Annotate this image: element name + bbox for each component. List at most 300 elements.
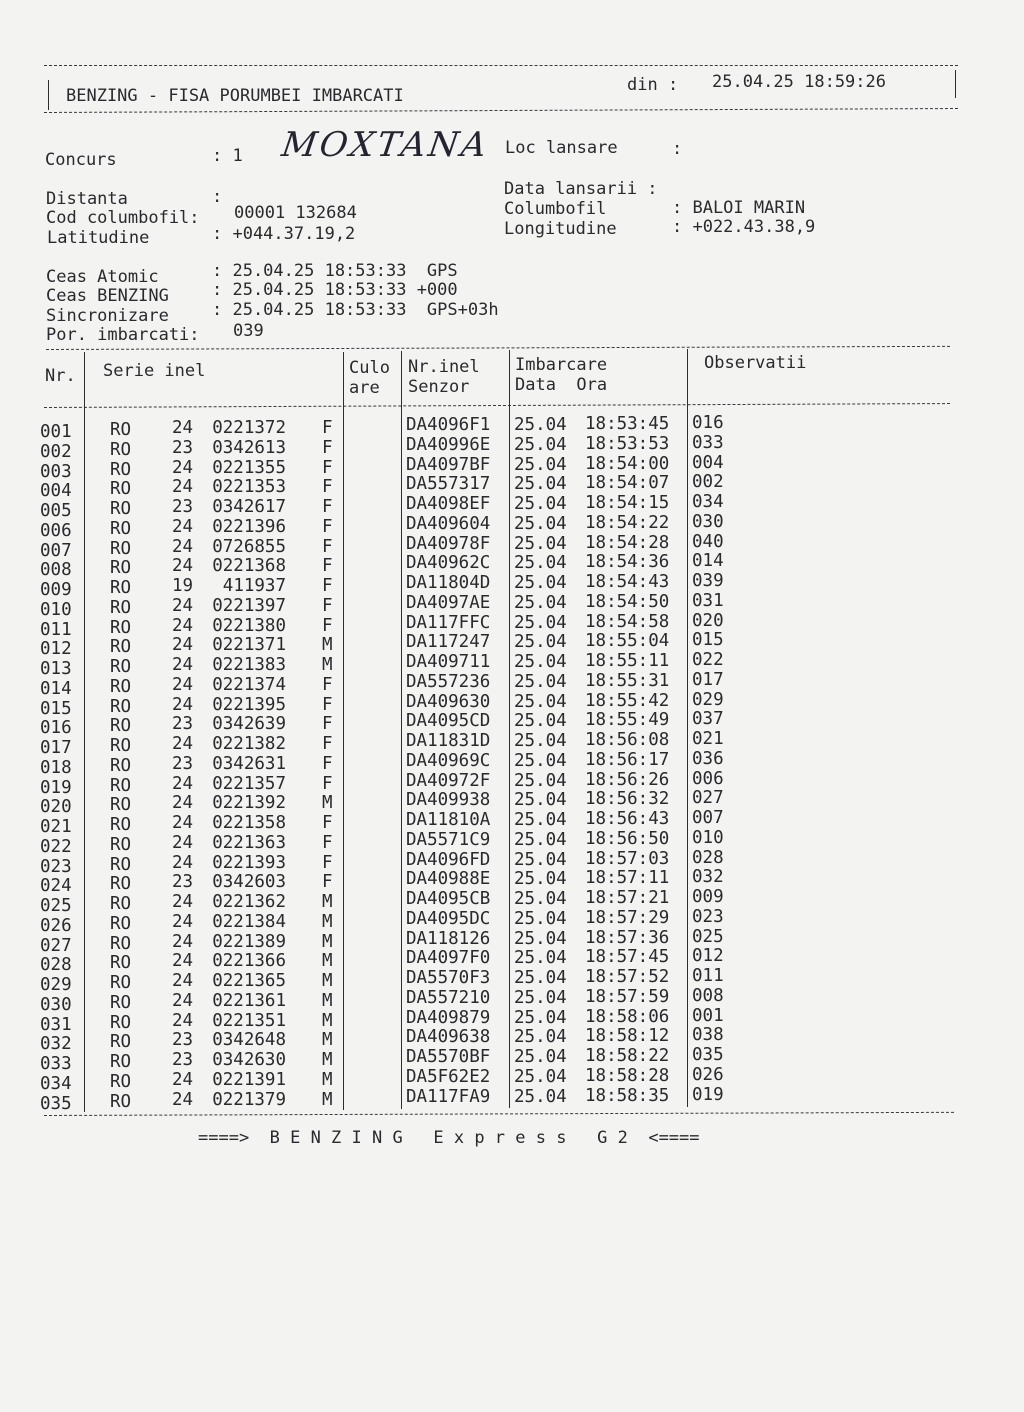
cell-obs: 030	[692, 511, 724, 532]
cell-sensor: DA4095CD	[406, 711, 491, 732]
cell-sex: F	[322, 457, 333, 478]
cell-sex: F	[322, 872, 333, 893]
cell-nr: 034	[40, 1073, 72, 1094]
cell-ring: 0221383	[212, 655, 286, 675]
ceas-atomic-value: : 25.04.25 18:53:33 GPS	[212, 261, 458, 281]
cell-nr: 010	[40, 599, 72, 620]
sincronizare-label: Sincronizare	[46, 306, 169, 326]
cell-sensor: DA557317	[406, 474, 491, 495]
cell-nr: 022	[40, 836, 72, 857]
cell-obs: 008	[692, 985, 724, 1006]
cell-year: 24	[172, 971, 194, 991]
header-bottom-border	[44, 108, 958, 113]
cell-nr: 035	[40, 1093, 72, 1114]
cell-country: RO	[110, 973, 132, 993]
columbofil-label: Columbofil	[504, 199, 607, 219]
cell-date: 25.04	[514, 711, 567, 732]
cell-sensor: DA409630	[406, 691, 491, 712]
cell-obs: 029	[692, 689, 724, 710]
cell-ring: 0221384	[212, 911, 286, 932]
cell-year: 24	[172, 911, 194, 932]
cell-sex: M	[322, 911, 333, 932]
cell-sensor: DA4097F0	[406, 948, 491, 969]
cell-year: 24	[172, 734, 194, 754]
header-top-border	[44, 65, 958, 66]
cell-nr: 011	[40, 619, 72, 640]
cell-country: RO	[110, 755, 132, 776]
cell-sex: F	[322, 813, 333, 833]
cell-sex: F	[322, 832, 333, 853]
cell-ring: 0342630	[212, 1050, 286, 1070]
cell-nr: 004	[40, 481, 72, 502]
cell-country: RO	[110, 558, 132, 579]
cell-date: 25.04	[514, 533, 567, 554]
cell-obs: 021	[692, 729, 724, 749]
cell-date: 25.04	[514, 731, 567, 751]
cell-ring: 0342648	[212, 1030, 286, 1051]
cell-obs: 033	[692, 432, 724, 453]
cell-nr: 031	[40, 1014, 72, 1035]
cell-ring: 0221374	[212, 674, 286, 695]
cell-nr: 001	[40, 422, 72, 442]
cell-date: 25.04	[514, 454, 567, 475]
cell-obs: 007	[692, 808, 724, 828]
col-bar-1	[84, 352, 85, 1112]
cell-sex: M	[322, 655, 333, 675]
cell-time: 18:54:50	[585, 591, 670, 612]
cell-time: 18:53:53	[585, 433, 670, 454]
cell-date: 25.04	[514, 908, 567, 929]
cell-ring: 0221368	[212, 556, 286, 577]
cell-obs: 035	[692, 1045, 724, 1065]
cell-time: 18:57:21	[585, 888, 670, 908]
cell-nr: 029	[40, 975, 72, 995]
cell-date: 25.04	[514, 869, 567, 890]
cell-year: 23	[172, 714, 194, 735]
col-header-serie: Serie inel	[103, 361, 206, 381]
cell-time: 18:57:52	[585, 967, 670, 987]
cell-sensor: DA40969C	[406, 750, 491, 771]
cell-sex: M	[322, 1030, 333, 1051]
cell-sensor: DA4097BF	[406, 454, 491, 475]
cell-date: 25.04	[514, 1047, 567, 1067]
cell-ring: 0221379	[212, 1089, 286, 1110]
cell-country: RO	[110, 617, 132, 638]
cell-date: 25.04	[514, 948, 567, 969]
cell-country: RO	[110, 439, 132, 460]
cell-nr: 017	[40, 738, 72, 758]
cell-year: 24	[172, 951, 194, 972]
cell-date: 25.04	[514, 513, 567, 534]
cell-ring: 0221396	[212, 516, 286, 537]
cell-sex: F	[322, 418, 333, 438]
cell-sensor: DA557210	[406, 987, 491, 1008]
cell-obs: 012	[692, 946, 724, 967]
cell-ring: 0342603	[212, 872, 286, 893]
cell-obs: 027	[692, 788, 724, 809]
cell-sex: F	[322, 674, 333, 695]
cell-obs: 032	[692, 867, 724, 888]
cell-time: 18:58:35	[585, 1085, 670, 1106]
cell-sensor: DA118126	[406, 928, 491, 949]
cell-time: 18:56:50	[585, 828, 670, 849]
cell-sensor: DA11810A	[406, 810, 491, 830]
cell-ring: 0221391	[212, 1069, 286, 1090]
cell-ring: 0221358	[212, 813, 286, 833]
cell-year: 24	[172, 793, 194, 814]
cell-sensor: DA40962C	[406, 553, 491, 574]
cell-country: RO	[110, 637, 132, 658]
cell-time: 18:56:17	[585, 749, 670, 770]
col-bar-4	[509, 350, 510, 1108]
cell-country: RO	[110, 1012, 132, 1033]
concurs-value: : 1	[212, 146, 243, 166]
cell-time: 18:57:36	[585, 927, 670, 948]
loc-lansare-label: Loc lansare	[505, 138, 618, 158]
cell-time: 18:54:07	[585, 473, 670, 494]
cell-ring: 0221397	[212, 595, 286, 616]
cell-sensor: DA557236	[406, 671, 491, 692]
cell-time: 18:57:29	[585, 907, 670, 928]
cell-sex: F	[322, 694, 333, 715]
cell-sensor: DA5570BF	[406, 1047, 491, 1067]
cell-obs: 039	[692, 571, 724, 591]
cell-time: 18:53:45	[585, 414, 670, 434]
cell-ring: 0221361	[212, 990, 286, 1011]
col-bar-2	[343, 352, 344, 1110]
cell-time: 18:54:36	[585, 552, 670, 573]
por-imbarcati-value: 039	[233, 321, 264, 341]
cell-nr: 018	[40, 757, 72, 778]
cell-sex: F	[322, 615, 333, 636]
cell-sensor: DA40972F	[406, 770, 491, 791]
cell-year: 19	[172, 576, 194, 596]
cell-date: 25.04	[514, 1007, 567, 1028]
por-imbarcati-label: Por. imbarcati:	[46, 325, 200, 345]
distanta-sep: :	[212, 187, 223, 207]
col-header-imbarcare-2: Data Ora	[515, 375, 608, 395]
cell-obs: 014	[692, 551, 724, 572]
din-value: 25.04.25 18:59:26	[712, 72, 886, 92]
cell-sex: F	[322, 714, 333, 735]
cell-time: 18:58:06	[585, 1006, 670, 1027]
cell-time: 18:56:08	[585, 730, 670, 750]
cell-country: RO	[110, 894, 132, 914]
cell-time: 18:58:28	[585, 1065, 670, 1086]
cell-obs: 036	[692, 748, 724, 769]
cell-sex: F	[322, 536, 333, 557]
cell-sex: F	[322, 516, 333, 537]
cell-sex: M	[322, 1010, 333, 1031]
cell-time: 18:54:22	[585, 512, 670, 533]
cell-obs: 034	[692, 492, 724, 512]
header-left-bar	[48, 80, 49, 110]
cell-country: RO	[110, 479, 132, 500]
cell-time: 18:57:03	[585, 848, 670, 869]
cell-date: 25.04	[514, 849, 567, 870]
cell-country: RO	[110, 676, 132, 697]
cell-obs: 026	[692, 1064, 724, 1085]
cell-year: 24	[172, 1069, 194, 1090]
cell-country: RO	[110, 716, 132, 737]
cell-nr: 013	[40, 659, 72, 679]
cell-country: RO	[110, 538, 132, 559]
cell-country: RO	[110, 459, 132, 480]
cell-year: 23	[172, 437, 194, 458]
cell-date: 25.04	[514, 573, 567, 593]
cell-ring: 0221351	[212, 1010, 286, 1031]
cell-sensor: DA409711	[406, 652, 491, 672]
cell-nr: 028	[40, 955, 72, 976]
cell-year: 24	[172, 1089, 194, 1110]
cell-ring: 0221357	[212, 773, 286, 794]
cell-sex: M	[322, 951, 333, 972]
cell-sensor: DA117FFC	[406, 612, 491, 633]
cell-year: 24	[172, 457, 194, 478]
cell-ring: 0221395	[212, 694, 286, 715]
cell-sensor: DA11804D	[406, 573, 491, 593]
cod-columbofil-label: Cod columbofil:	[46, 208, 200, 228]
cell-country: RO	[110, 874, 132, 895]
cell-year: 24	[172, 635, 194, 656]
cell-sensor: DA409638	[406, 1027, 491, 1048]
cell-nr: 033	[40, 1054, 72, 1074]
cell-ring: 0221389	[212, 931, 286, 952]
cell-nr: 009	[40, 580, 72, 600]
cell-ring: 0342617	[212, 497, 286, 517]
cell-year: 24	[172, 418, 194, 438]
cell-year: 24	[172, 556, 194, 577]
cell-nr: 030	[40, 994, 72, 1015]
header-right-bar	[955, 70, 956, 98]
cell-nr: 032	[40, 1034, 72, 1055]
cell-country: RO	[110, 499, 132, 519]
cell-country: RO	[110, 420, 132, 440]
cell-time: 18:55:04	[585, 631, 670, 652]
cell-time: 18:54:43	[585, 572, 670, 592]
cell-sensor: DA117FA9	[406, 1086, 491, 1107]
cell-obs: 015	[692, 630, 724, 651]
cell-obs: 019	[692, 1084, 724, 1105]
cell-sensor: DA11831D	[406, 731, 491, 751]
cell-obs: 020	[692, 610, 724, 631]
table-header-separator	[44, 403, 950, 408]
ceas-atomic-label: Ceas Atomic	[46, 267, 159, 287]
cell-date: 25.04	[514, 632, 567, 653]
cell-sex: F	[322, 437, 333, 458]
cell-time: 18:55:31	[585, 670, 670, 691]
col-header-nrinel-2: Senzor	[408, 377, 470, 397]
cell-date: 25.04	[514, 553, 567, 574]
cell-time: 18:56:32	[585, 789, 670, 810]
cell-year: 24	[172, 931, 194, 952]
cell-nr: 016	[40, 718, 72, 739]
cell-sensor: DA5570F3	[406, 968, 491, 988]
longitudine-value: : +022.43.38,9	[672, 217, 816, 237]
cell-obs: 037	[692, 709, 724, 730]
cell-sensor: DA5F62E2	[406, 1066, 491, 1087]
cell-date: 25.04	[514, 691, 567, 712]
cell-sex: F	[322, 576, 333, 596]
cell-year: 23	[172, 1050, 194, 1070]
cell-date: 25.04	[514, 829, 567, 850]
cell-sex: F	[322, 773, 333, 794]
cell-ring: 0726855	[212, 536, 286, 557]
cell-sex: F	[322, 852, 333, 873]
col-bar-5	[687, 349, 688, 1107]
cell-date: 25.04	[514, 474, 567, 495]
cell-sensor: DA409879	[406, 1007, 491, 1028]
cell-ring: 0342613	[212, 437, 286, 458]
cell-time: 18:57:59	[585, 986, 670, 1007]
cell-ring: 0221362	[212, 892, 286, 912]
cell-date: 25.04	[514, 968, 567, 988]
cell-country: RO	[110, 578, 132, 598]
cell-time: 18:58:12	[585, 1026, 670, 1047]
cell-year: 24	[172, 773, 194, 794]
cell-year: 24	[172, 595, 194, 616]
cell-sex: M	[322, 971, 333, 991]
cell-nr: 026	[40, 915, 72, 936]
cell-date: 25.04	[514, 1066, 567, 1087]
cell-year: 24	[172, 536, 194, 557]
cell-ring: 0342631	[212, 753, 286, 774]
cell-ring: 0221382	[212, 734, 286, 754]
cell-ring: 0221393	[212, 852, 286, 873]
cell-obs: 040	[692, 531, 724, 552]
cell-sex: F	[322, 556, 333, 577]
cell-obs: 001	[692, 1005, 724, 1026]
cell-year: 24	[172, 674, 194, 695]
cell-time: 18:54:28	[585, 532, 670, 553]
cell-year: 23	[172, 872, 194, 893]
concurs-handwritten-name: MOXTANA	[279, 125, 492, 165]
sincronizare-value: : 25.04.25 18:53:33 GPS+03h	[212, 300, 499, 320]
cell-sensor: DA4096F1	[406, 415, 491, 435]
table-bottom-border	[44, 1112, 954, 1116]
cell-obs: 010	[692, 827, 724, 848]
cell-sensor: DA40978F	[406, 533, 491, 554]
ceas-benzing-value: : 25.04.25 18:53:33 +000	[212, 280, 458, 300]
cell-year: 24	[172, 516, 194, 537]
cell-year: 24	[172, 1010, 194, 1031]
cell-nr: 024	[40, 876, 72, 897]
cell-ring: 0221365	[212, 971, 286, 991]
cell-country: RO	[110, 736, 132, 756]
cell-date: 25.04	[514, 770, 567, 791]
cell-sensor: DA409604	[406, 513, 491, 534]
cell-date: 25.04	[514, 652, 567, 672]
cell-nr: 003	[40, 461, 72, 482]
cell-date: 25.04	[514, 987, 567, 1008]
cell-ring: 0221380	[212, 615, 286, 636]
ceas-benzing-label: Ceas BENZING	[46, 286, 169, 306]
cell-date: 25.04	[514, 790, 567, 811]
din-label: din :	[627, 75, 679, 95]
cell-country: RO	[110, 518, 132, 539]
cell-time: 18:58:22	[585, 1046, 670, 1066]
cell-sex: F	[322, 595, 333, 616]
cell-obs: 016	[692, 413, 724, 433]
concurs-label: Concurs	[45, 150, 117, 170]
cell-country: RO	[110, 1091, 132, 1112]
col-header-nrinel-1: Nr.inel	[408, 357, 480, 377]
cell-ring: 0221372	[212, 418, 286, 438]
cell-sensor: DA409938	[406, 790, 491, 811]
cell-nr: 027	[40, 935, 72, 956]
cell-nr: 002	[40, 441, 72, 462]
latitudine-value: : +044.37.19,2	[212, 224, 356, 244]
cell-time: 18:55:42	[585, 690, 670, 711]
cell-date: 25.04	[514, 750, 567, 771]
cell-sensor: DA5571C9	[406, 829, 491, 850]
cell-sex: M	[322, 793, 333, 814]
document-title: BENZING - FISA PORUMBEI IMBARCATI	[66, 86, 404, 106]
cell-year: 24	[172, 477, 194, 498]
cell-sex: F	[322, 734, 333, 754]
cell-ring: 0221363	[212, 832, 286, 853]
col-header-nr: Nr.	[45, 366, 76, 386]
col-header-culoare-2: are	[349, 378, 380, 398]
col-bar-3	[401, 351, 402, 1109]
cell-year: 24	[172, 832, 194, 853]
cell-time: 18:57:11	[585, 868, 670, 889]
cell-year: 24	[172, 655, 194, 675]
cell-nr: 008	[40, 560, 72, 581]
cell-country: RO	[110, 913, 132, 934]
cell-nr: 021	[40, 817, 72, 837]
cell-country: RO	[110, 597, 132, 618]
cell-country: RO	[110, 775, 132, 796]
cell-year: 24	[172, 852, 194, 873]
cell-obs: 028	[692, 847, 724, 868]
cell-obs: 006	[692, 768, 724, 789]
cell-date: 25.04	[514, 612, 567, 633]
cell-obs: 031	[692, 590, 724, 611]
cell-time: 18:55:11	[585, 651, 670, 671]
footer-benzing-express: ====> B E N Z I N G E x p r e s s G 2 <====	[198, 1128, 700, 1148]
cell-obs: 023	[692, 906, 724, 927]
cell-obs: 004	[692, 452, 724, 473]
cell-country: RO	[110, 933, 132, 954]
cell-nr: 012	[40, 639, 72, 660]
cell-country: RO	[110, 815, 132, 835]
cell-sex: M	[322, 892, 333, 912]
cell-nr: 006	[40, 520, 72, 541]
cell-country: RO	[110, 1052, 132, 1072]
distanta-label: Distanta	[46, 189, 128, 209]
col-header-observatii: Observatii	[704, 353, 807, 373]
cell-country: RO	[110, 657, 132, 677]
cell-sex: M	[322, 1069, 333, 1090]
cell-time: 18:54:15	[585, 493, 670, 513]
cell-obs: 011	[692, 966, 724, 986]
cell-year: 24	[172, 892, 194, 912]
cell-nr: 019	[40, 777, 72, 798]
col-header-imbarcare-1: Imbarcare	[515, 355, 608, 375]
cell-country: RO	[110, 854, 132, 875]
cell-time: 18:56:43	[585, 809, 670, 829]
cell-time: 18:54:58	[585, 611, 670, 632]
cell-nr: 025	[40, 896, 72, 916]
cell-date: 25.04	[514, 592, 567, 613]
cod-columbofil-value: 00001 132684	[234, 203, 357, 223]
cell-year: 23	[172, 1030, 194, 1051]
cell-sex: M	[322, 990, 333, 1011]
cell-country: RO	[110, 696, 132, 717]
cell-sensor: DA4095CB	[406, 889, 491, 909]
cell-sensor: DA40996E	[406, 434, 491, 455]
